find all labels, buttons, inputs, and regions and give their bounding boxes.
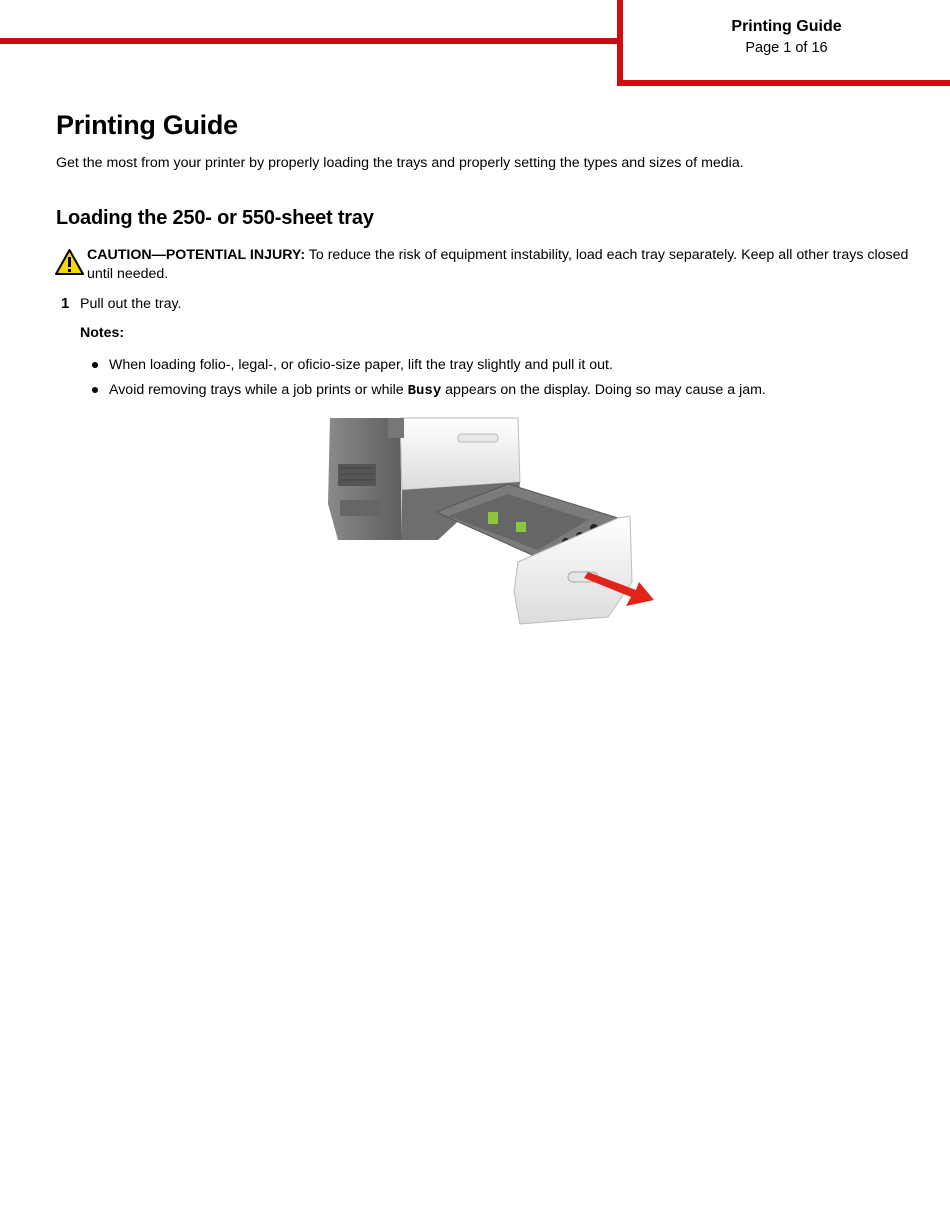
section-title: Loading the 250- or 550-sheet tray <box>56 207 374 229</box>
step-text: Pull out the tray. <box>80 296 182 312</box>
header-title: Printing Guide <box>731 18 842 35</box>
header-page-number: Page 1 of 16 <box>745 40 828 56</box>
caution-note <box>87 246 917 284</box>
bullet-icon <box>92 362 98 368</box>
notes-label: Notes: <box>80 325 125 341</box>
page-title: Printing Guide <box>56 110 238 140</box>
display-message-code: Busy <box>407 383 442 399</box>
caution-text: To reduce the risk of equipment instability, load each tray separately. Keep all other trays closed until needed. <box>87 247 909 282</box>
intro-paragraph: Get the most from your printer by properly loading the trays and properly setting the types and sizes of media. <box>56 155 744 171</box>
note-text-after: appears on the display. Doing so may cause a jam. <box>441 382 766 398</box>
step-number: 1 <box>61 295 70 312</box>
header-rule <box>0 38 620 44</box>
note-item: When loading folio-, legal-, or oficio-size paper, lift the tray slightly and pull it out. <box>109 357 613 373</box>
printer-tray-illustration <box>318 412 663 644</box>
note-text-before: Avoid removing trays while a job prints or while <box>109 382 408 398</box>
bullet-icon <box>92 387 98 393</box>
note-item <box>109 382 766 399</box>
warning-triangle-icon <box>54 248 85 276</box>
caution-label: CAUTION—POTENTIAL INJURY: <box>87 247 306 263</box>
page-header <box>617 0 950 86</box>
